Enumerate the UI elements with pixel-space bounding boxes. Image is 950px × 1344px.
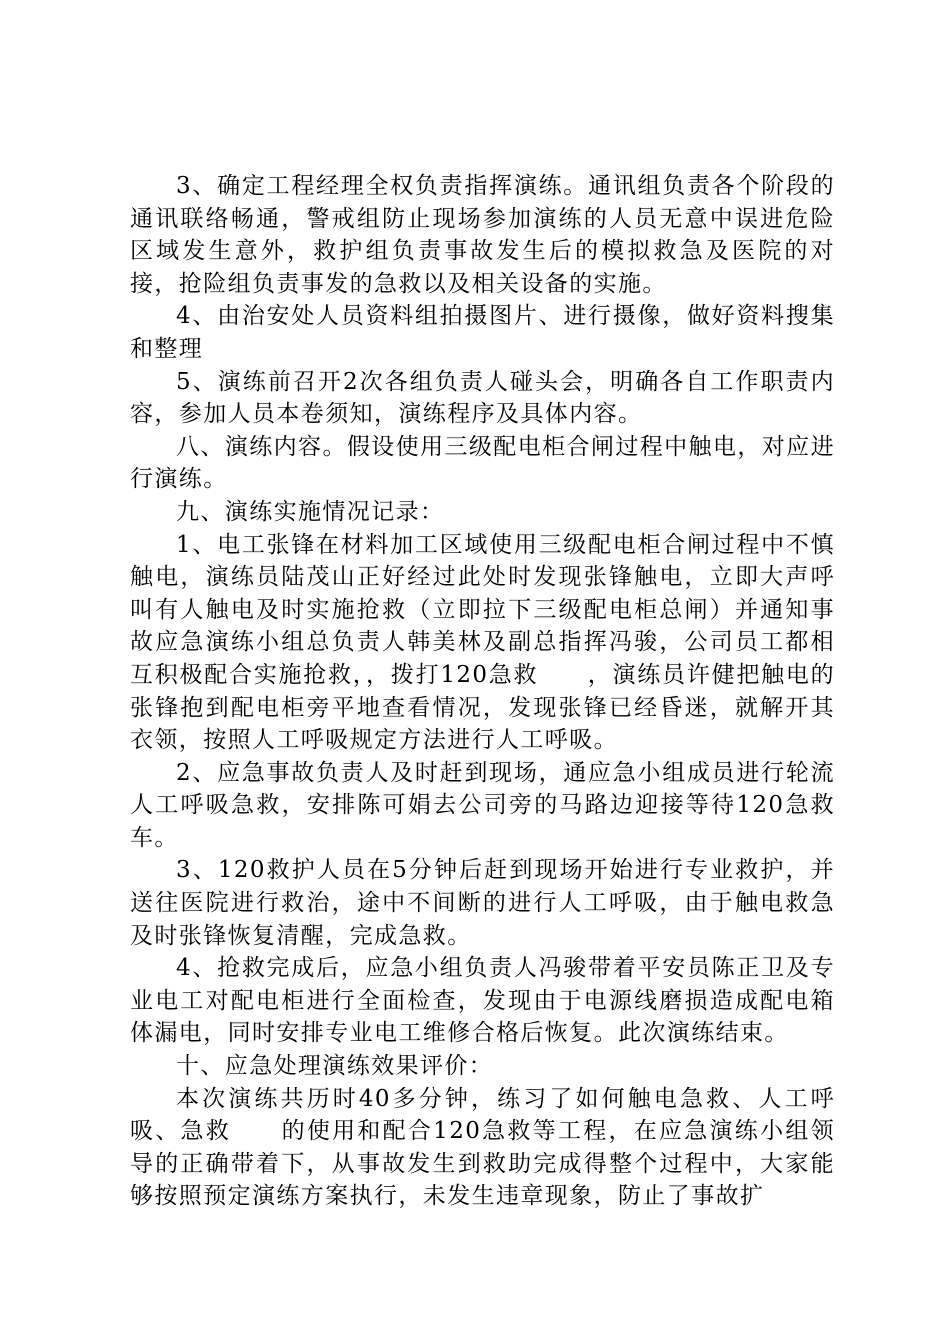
record-item-1: 1、电工张锋在材料加工区域使用三级配电柜合闸过程中不慎触电，演练员陆茂山正好经过此处时发现张锋触电，立即大声呼叫有人触电及时实施抢救（立即拉下三级配电柜总闸）并通知事故应急演练小组总负责人韩美林及副总指挥冯骏，公司员工都相互积极配合实施抢救，，拨打120急救 ，演练员许健把触电的张锋抱到配电柜旁平地查看情况，发现张锋已经昏迷，就解开其衣领，按照人工呼吸规定方法进行人工呼吸。 — [130, 531, 835, 754]
paragraph-item-3: 3、确定工程经理全权负责指挥演练。通讯组负责各个阶段的通讯联络畅通，警戒组防止现场参加演练的人员无意中误进危险区域发生意外，救护组负责事故发生后的模拟救急及医院的对接，抢险组负责事发的急救以及相关设备的实施。 — [130, 173, 835, 297]
section-heading-drill-content: 八、演练内容。假设使用三级配电柜合闸过程中触电，对应进行演练。 — [130, 433, 835, 493]
evaluation-paragraph: 本次演练共历时40多分钟，练习了如何触电急救、人工呼吸、急救 的使用和配合120急救等工程，在应急演练小组领导的正确带着下，从事故发生到救助完成得整个过程中，大家能够按照预定演练方案执行，未发生违章现象，防止了事故扩 — [130, 1085, 835, 1210]
record-item-4: 4、抢救完成后，应急小组负责人冯骏带着平安员陈正卫及专业电工对配电柜进行全面检查，发现由于电源线磨损造成配电箱体漏电，同时安排专业电工维修合格后恢复。此次演练结束。 — [130, 955, 835, 1047]
document-page — [130, 170, 835, 1213]
record-item-3: 3、120救护人员在5分钟后赶到现场开始进行专业救护，并送往医院进行救治，途中不间断的进行人工呼吸，由于触电救急及时张锋恢复清醒，完成急救。 — [130, 857, 835, 949]
paragraph-item-4: 4、由治安处人员资料组拍摄图片、进行摄像，做好资料搜集和整理 — [130, 303, 835, 362]
section-heading-drill-record: 九、演练实施情况记录： — [176, 498, 445, 525]
section-heading-evaluation: 十、应急处理演练效果评价： — [176, 1053, 494, 1080]
record-item-2: 2、应急事故负责人及时赶到现场，通应急小组成员进行轮流人工呼吸急救，安排陈可娟去公司旁的马路边迎接等待120急救车。 — [130, 759, 835, 851]
paragraph-item-5: 5、演练前召开2次各组负责人碰头会，明确各自工作职责内容，参加人员本卷须知，演练程序及具体内容。 — [130, 368, 835, 428]
